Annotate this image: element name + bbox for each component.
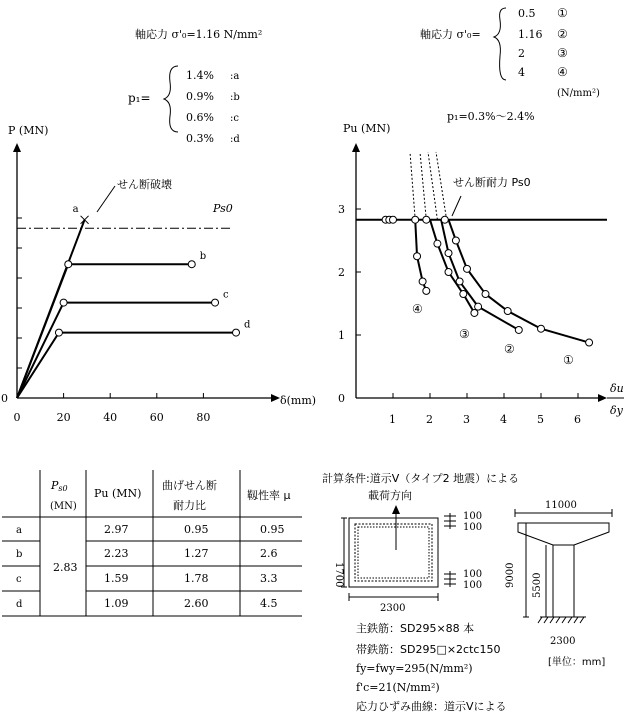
right-series-1-point <box>464 265 471 272</box>
left-x-tick-label-40: 40 <box>103 411 118 424</box>
curve-mark-3: ③ <box>459 327 470 341</box>
row-ratio-c: 1.78 <box>184 572 209 585</box>
right-header: 軸応力 σ'₀= <box>420 28 481 41</box>
row-label-d: d <box>16 599 23 610</box>
shear-failure-label: せん断破壊 <box>117 178 172 191</box>
shear-failure-pointer <box>97 186 115 212</box>
right-series-1-point <box>538 325 545 332</box>
right-y-arrow <box>352 143 360 152</box>
table-ps0-value: 2.83 <box>53 561 78 574</box>
right-x-tick-label-6: 6 <box>574 413 581 426</box>
table-header-ps0: Ps0 <box>51 479 68 493</box>
left-x-label: δ(mm) <box>280 394 317 407</box>
right-x-tick-label-1: 1 <box>389 413 396 426</box>
stress-strain-note: 応力ひずみ曲線：道示Ⅴによる <box>356 700 507 713</box>
table-header-ps0-unit: (MN) <box>50 501 77 512</box>
left-ultimate-point-d <box>233 329 240 336</box>
right-series-3-point <box>460 291 467 298</box>
p1-value-a: 1.4% <box>186 69 214 82</box>
p1-key-c: :c <box>230 113 239 124</box>
axial-value-3: 2 <box>518 47 525 60</box>
table-header-mu: 靱性率 μ <box>247 489 291 502</box>
table-row <box>16 597 278 610</box>
axial-brace <box>494 8 506 80</box>
left-origin-label: 0 <box>1 392 8 405</box>
unit-label: [単位：mm] <box>548 657 606 668</box>
left-ultimate-point-b <box>188 261 195 268</box>
table-header-pu: Pu (MN) <box>94 487 142 500</box>
left-ultimate-point-c <box>212 299 219 306</box>
right-dotted-extension-3 <box>428 152 437 220</box>
row-label-a: a <box>16 525 22 536</box>
row-ratio-a: 0.95 <box>184 523 209 536</box>
table-header-ratio-1: 曲げせん断 <box>162 479 217 492</box>
axial-value-4: 4 <box>518 66 525 79</box>
hoop-rebar: 帯鉄筋：SD295□×2ctc150 <box>356 643 501 656</box>
right-series <box>382 216 592 346</box>
right-x-tick-label-5: 5 <box>537 413 544 426</box>
left-x-tick-label-60: 60 <box>149 411 164 424</box>
table-row <box>16 523 285 536</box>
p1-value-c: 0.6% <box>186 111 214 124</box>
row-ratio-b: 1.27 <box>184 547 209 560</box>
right-y-tick-label-0: 0 <box>338 392 345 405</box>
right-ps0-point-4 <box>423 216 430 223</box>
row-pu-d: 1.09 <box>104 597 129 610</box>
row-mu-b: 2.6 <box>260 547 278 560</box>
dim-1700: 1700 <box>333 562 344 588</box>
p1-brace <box>164 66 178 132</box>
dim-11000: 11000 <box>545 500 577 511</box>
right-chart <box>338 122 624 426</box>
table-row <box>16 547 278 560</box>
p1-key-a: :a <box>230 71 240 82</box>
right-x-label-num: δu <box>610 382 624 395</box>
right-dotted-extension-2 <box>420 152 426 220</box>
right-ps0-point-5 <box>441 216 448 223</box>
right-series-1-point <box>504 308 511 315</box>
axial-mark-3: ③ <box>557 46 568 60</box>
row-label-c: c <box>16 574 22 585</box>
right-x-arrow <box>598 394 607 402</box>
row-mu-d: 4.5 <box>260 597 278 610</box>
curve-mark-4: ④ <box>412 302 423 316</box>
row-pu-b: 2.23 <box>104 547 129 560</box>
pier-elevation-drawing <box>515 509 612 623</box>
left-series <box>17 204 251 398</box>
left-yield-point-d <box>55 329 62 336</box>
left-chart <box>1 124 316 424</box>
right-series-4-point <box>419 278 426 285</box>
axial-unit: (N/mm²) <box>557 88 600 99</box>
left-header: 軸応力 σ'₀=1.16 N/mm² <box>135 28 263 41</box>
left-series-label-b: b <box>199 251 207 263</box>
fy-value: fy=fwy=295(N/mm²) <box>356 662 473 675</box>
dim-100-c: 100 <box>463 569 483 580</box>
dim-100-b: 100 <box>463 522 483 533</box>
left-x-tick-label-80: 80 <box>196 411 211 424</box>
left-yield-point-b <box>65 261 72 268</box>
left-y-arrow <box>13 143 21 152</box>
left-y-label: P (MN) <box>8 124 49 137</box>
right-x-tick-label-4: 4 <box>500 413 507 426</box>
axial-mark-4: ④ <box>557 65 568 79</box>
right-x-tick-label-2: 2 <box>426 413 433 426</box>
right-series-3-point <box>434 240 441 247</box>
axial-value-2: 1.16 <box>518 28 543 41</box>
axial-value-1: 0.5 <box>518 7 536 20</box>
left-series-line-b <box>17 264 192 398</box>
conditions-title: 計算条件:道示Ⅴ（タイプ2 地震）による <box>322 472 520 485</box>
row-mu-c: 3.3 <box>260 572 278 585</box>
axial-mark-2: ② <box>557 27 568 41</box>
left-series-label-d: d <box>244 319 251 331</box>
p1-key-b: :b <box>230 92 240 103</box>
right-dotted-extension-4 <box>436 152 447 220</box>
left-x-arrow <box>271 394 280 402</box>
left-x-tick-label-20: 20 <box>56 411 71 424</box>
right-y-tick-label-1: 1 <box>338 329 345 342</box>
p1-value-d: 0.3% <box>186 132 214 145</box>
right-dotted-extension-1 <box>410 152 415 220</box>
table-header-ratio-2: 耐力比 <box>173 499 206 512</box>
left-yield-point-c <box>60 299 67 306</box>
row-mu-a: 0.95 <box>260 523 285 536</box>
dim-2300-pier: 2300 <box>550 636 576 647</box>
right-x-label-den: δy <box>610 404 623 417</box>
left-x-tick-label-0: 0 <box>13 411 21 424</box>
right-series-4-point <box>414 253 421 260</box>
right-ps0-point-3 <box>412 216 419 223</box>
right-series-4-point <box>423 287 430 294</box>
right-y-tick-label-3: 3 <box>338 203 345 216</box>
left-ps0-label: Ps0 <box>213 202 233 215</box>
p1-range: p₁=0.3%〜2.4% <box>447 110 535 123</box>
right-series-line-1 <box>449 220 590 343</box>
right-shear-pointer <box>452 196 461 216</box>
right-series-3-point <box>471 309 478 316</box>
right-ps0-point-2 <box>390 216 397 223</box>
p1-value-b: 0.9% <box>186 90 214 103</box>
row-pu-c: 1.59 <box>104 572 129 585</box>
row-label-b: b <box>16 549 23 560</box>
p1-list <box>186 69 240 145</box>
p1-label: p₁= <box>128 91 151 105</box>
right-dotted-extensions <box>410 152 447 220</box>
right-y-ticks <box>338 203 361 405</box>
load-direction-label: 載荷方向 <box>368 489 412 502</box>
cross-section-drawing <box>341 505 456 601</box>
results-table <box>2 470 302 616</box>
right-shear-label: せん断耐力 Ps0 <box>453 176 531 189</box>
p1-key-d: :d <box>230 134 240 145</box>
curve-marks <box>412 302 574 367</box>
main-rebar: 主鉄筋：SD295×88 本 <box>356 622 475 635</box>
right-y-tick-label-2: 2 <box>338 266 345 279</box>
right-y-label: Pu (MN) <box>343 122 391 135</box>
right-x-tick-label-3: 3 <box>463 413 470 426</box>
right-series-2-point <box>515 326 522 333</box>
axial-list <box>518 6 568 79</box>
dim-5500: 5500 <box>532 572 543 598</box>
left-series-label-a: a <box>72 203 79 215</box>
right-series-2-point <box>445 250 452 257</box>
right-series-3-point <box>445 269 452 276</box>
curve-mark-2: ② <box>504 342 515 356</box>
right-series-1-point <box>452 237 459 244</box>
left-y-ticks <box>17 218 22 368</box>
row-ratio-d: 2.60 <box>184 597 209 610</box>
row-pu-a: 2.97 <box>104 523 129 536</box>
fc-value: f'c=21(N/mm²) <box>356 681 440 694</box>
dim-2300: 2300 <box>380 603 406 614</box>
left-series-label-c: c <box>223 289 229 301</box>
right-series-1-point <box>482 291 489 298</box>
dim-9000: 9000 <box>505 562 516 588</box>
right-series-2-point <box>475 303 482 310</box>
left-series-line-d <box>17 333 236 398</box>
right-series-1-point <box>586 339 593 346</box>
dim-100-d: 100 <box>463 580 483 591</box>
axial-mark-1: ① <box>557 6 568 20</box>
dim-100-a: 100 <box>463 511 483 522</box>
curve-mark-1: ① <box>563 353 574 367</box>
